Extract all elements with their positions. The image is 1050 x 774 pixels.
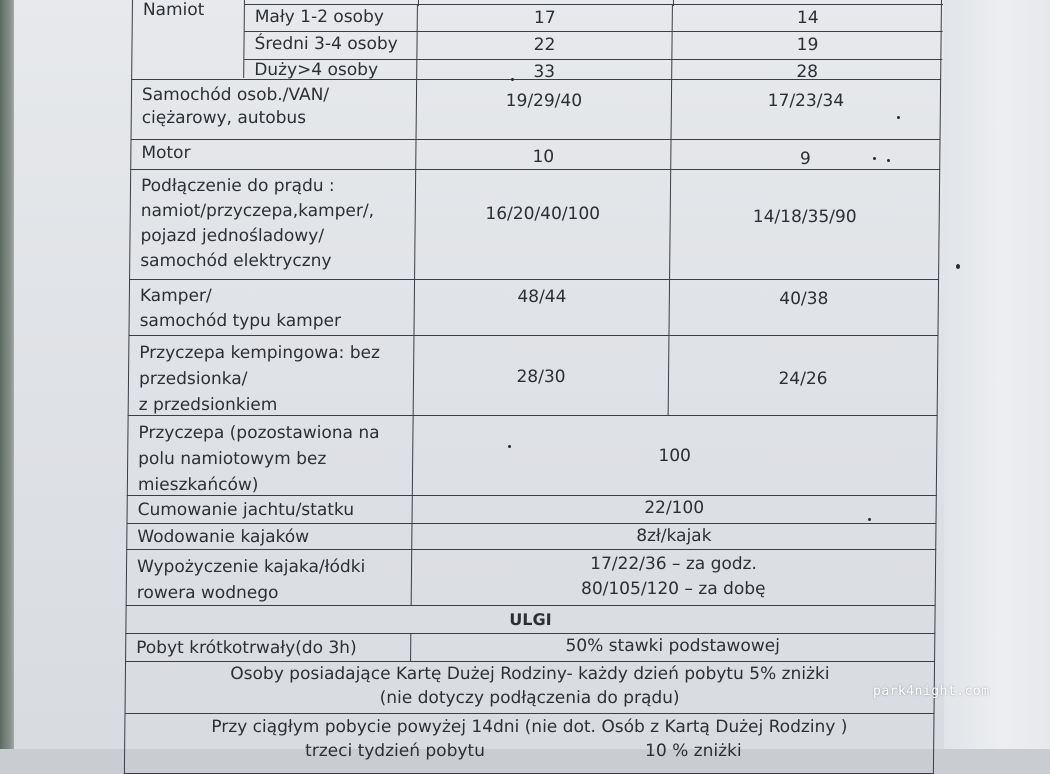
row-value: 8zł/kajak xyxy=(636,526,712,546)
table-row xyxy=(124,714,935,774)
row-value-line: 80/105/120 – za dobę xyxy=(580,579,766,599)
table-row xyxy=(128,280,939,336)
row-value-1: 16/20/40/100 xyxy=(415,170,671,279)
namiot-sub-value-2: 19 xyxy=(672,31,942,59)
background-right xyxy=(930,0,1050,749)
row-label-line: ciężarowy, autobus xyxy=(141,108,307,128)
speck xyxy=(897,116,900,119)
speck xyxy=(511,78,514,81)
speck xyxy=(887,159,890,162)
row-value-line: 17/22/36 – za godz. xyxy=(590,554,758,574)
namiot-sub-value-2: 28 xyxy=(672,59,942,80)
row-value-1: 19/29/40 xyxy=(417,80,673,139)
row-label xyxy=(128,416,414,495)
namiot-sub-value-1: 17 xyxy=(418,4,673,32)
row-label-line: przedsionka/ xyxy=(138,369,248,389)
row-label xyxy=(129,280,415,335)
row-value-2: 17/23/34 xyxy=(767,91,845,111)
row-label-line: pojazd jednośladowy/ xyxy=(140,226,325,246)
row-value-1: 48/44 xyxy=(414,280,670,335)
namiot-sub-label: Średni 3-4 osoby xyxy=(244,31,417,59)
row-label-line: Wypożyczenie kajaka/łódki xyxy=(136,557,366,577)
row-value-1: 10 xyxy=(416,140,671,169)
row-value-2: 40/38 xyxy=(779,289,829,309)
speck xyxy=(508,445,511,448)
row-label: Pobyt krótkotrwały(do 3h) xyxy=(126,634,411,661)
row-value-2: 14/18/35/90 xyxy=(752,207,857,227)
row-label-line: mieszkańców) xyxy=(137,475,259,495)
text-line: Przy ciągłym pobycie powyżej 14dni (nie dot. Osób z Kartą Dużej Rodziny ) xyxy=(211,717,848,737)
row-label-line: rowera wodnego xyxy=(136,583,279,603)
row-value: 22/100 xyxy=(644,498,705,518)
row-label-line: Przyczepa kempingowa: bez xyxy=(139,343,381,363)
row-label-line: Cumowanie jachtu/statku xyxy=(137,500,355,520)
row-label xyxy=(128,496,413,523)
speck xyxy=(868,518,871,521)
row-label xyxy=(127,524,412,549)
table-row xyxy=(126,496,936,524)
namiot-sub-label: Duży>4 osoby xyxy=(244,59,417,80)
row-value: 50% stawki podstawowej xyxy=(565,636,780,656)
row-label xyxy=(129,336,415,415)
ulgi-header: ULGI xyxy=(509,610,552,629)
big-family-text xyxy=(126,662,935,713)
row-label-line: Kamper/ xyxy=(139,286,212,306)
table-row xyxy=(125,634,935,662)
long-stay-text xyxy=(125,714,934,773)
row-label-line: polu namiotowym bez xyxy=(138,449,327,469)
row-label-line: samochód typu kamper xyxy=(139,311,342,331)
namiot-group xyxy=(131,0,942,80)
row-label-line: z przedsionkiem xyxy=(138,395,278,415)
row-value-2: 24/26 xyxy=(778,369,828,389)
row-value-1: 28/30 xyxy=(414,336,670,415)
table-row xyxy=(130,140,940,170)
row-value xyxy=(412,550,936,605)
table-row xyxy=(131,80,942,140)
text-fragment: 10 % zniżki xyxy=(645,741,742,761)
row-label-line: Przyczepa (pozostawiona na xyxy=(138,423,380,443)
namiot-sub-value-1: 22 xyxy=(417,31,672,59)
table-row xyxy=(127,416,938,496)
table-row xyxy=(128,336,939,416)
row-label xyxy=(131,140,416,169)
watermark: park4night.com xyxy=(873,684,990,699)
row-label-line: Podłączenie do prądu : xyxy=(140,176,335,196)
text-line: Osoby posiadające Kartę Dużej Rodziny- każdy dzień pobytu 5% zniżki xyxy=(230,664,830,684)
ulgi-header-row xyxy=(125,606,935,634)
table-row xyxy=(126,550,937,606)
table-row xyxy=(129,170,940,280)
text-line: (nie dotyczy podłączenia do prądu) xyxy=(379,688,680,708)
row-value: 100 xyxy=(658,446,692,466)
text-line xyxy=(125,739,933,763)
table-row xyxy=(125,662,936,714)
row-label xyxy=(132,80,418,139)
namiot-sub-value-1: 33 xyxy=(417,59,672,80)
speck xyxy=(873,157,876,160)
namiot-sub-label: Mały 1-2 osoby xyxy=(245,4,418,32)
row-label xyxy=(127,550,413,605)
row-label-line: namiot/przyczepa,kamper/, xyxy=(140,201,375,221)
row-label-line: Samochód osob./VAN/ xyxy=(141,85,330,105)
row-label-line: samochód elektryczny xyxy=(140,251,332,271)
row-label-line: Wodowanie kajaków xyxy=(137,527,310,547)
row-value-2: 9 xyxy=(799,149,811,169)
row-label-line: Motor xyxy=(141,143,191,163)
namiot-sub-value-2: 14 xyxy=(673,4,943,32)
row-label xyxy=(130,170,416,279)
namiot-label: Namiot xyxy=(132,0,245,78)
speck xyxy=(956,264,960,269)
table-row xyxy=(126,524,936,550)
text-fragment: trzeci tydzień pobytu xyxy=(305,741,486,761)
